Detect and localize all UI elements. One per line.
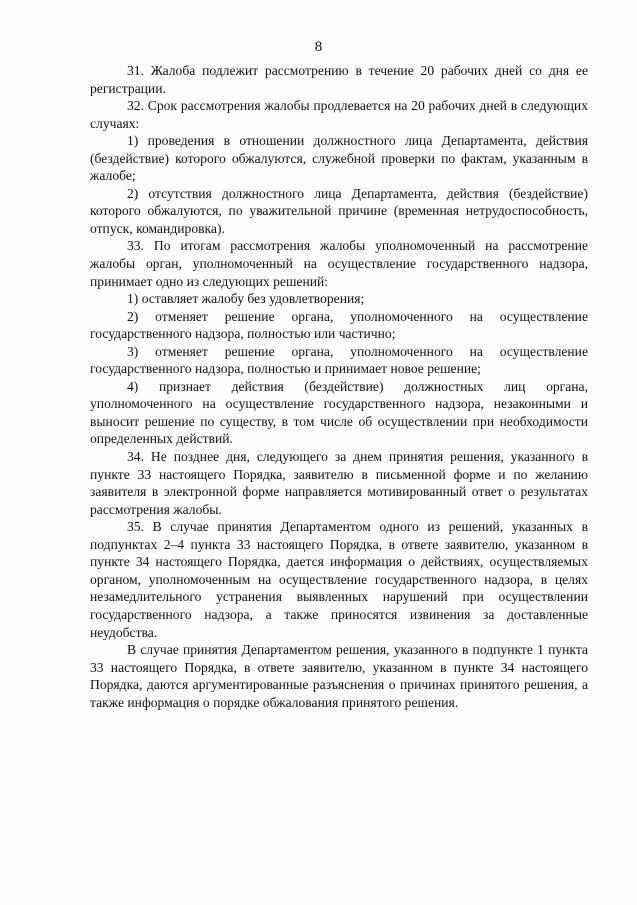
- paragraph-32-item-1: 1) проведения в отношении должностного лица Департамента, действия (бездействие) которого обжалуются, служебной проверки по фактам, указанным в жалобе;: [90, 133, 588, 184]
- paragraph-33-item-1: 1) оставляет жалобу без удовлетворения;: [127, 291, 365, 307]
- paragraph-32: 32. Срок рассмотрения жалобы продлевается на 20 рабочих дней в следующих случаях:: [90, 98, 588, 131]
- paragraph-33-item-4: 4) признает действия (бездействие) должностных лиц органа, уполномоченного на осуществление государственного надзора, незаконными и выносит решение по существу, в том числе об осуществлении при необходимости определенных действий.: [90, 378, 588, 447]
- paragraph-33-item-2: 2) отменяет решение органа, уполномоченного на осуществление государственного надзора, полностью или частично;: [90, 308, 588, 342]
- paragraph-31: 31. Жалоба подлежит рассмотрению в течение 20 рабочих дней со дня ее регистрации.: [90, 63, 588, 96]
- paragraph-35-continuation: В случае принятия Департаментом решения, указанного в подпункте 1 пункта 33 настоящего Порядка, в ответе заявителю, указанном в пункте 34 настоящего Порядка, даются аргументированные разъяснения о причинах принятого решения, а также информация о порядке обжалования принятого решения.: [90, 642, 588, 710]
- page-number: 8: [314, 39, 323, 55]
- paragraph-33-item-3: 3) отменяет решение органа, уполномоченного на осуществление государственного надзора, полностью и принимает новое решение;: [90, 343, 588, 377]
- paragraph-32-item-2: 2) отсутствия должностного лица Департамента, действия (бездействие) которого обжалуются, по уважительной причине (временная нетрудоспособность, отпуск, командировка).: [90, 185, 588, 236]
- paragraph-33: 33. По итогам рассмотрения жалобы уполномоченный на рассмотрение жалобы орган, уполномоченный на осуществление государственного надзора, принимает одно из следующих решений:: [90, 238, 588, 289]
- document-body: [90, 62, 588, 711]
- paragraph-35: 35. В случае принятия Департаментом одного из решений, указанных в подпунктах 2–4 пункта 33 настоящего Порядка, в ответе заявителю, указанном в пункте 34 настоящего Порядка, дается информация о действиях, осуществляемых органом, уполномоченным на осуществление государственного надзора, в целях незамедлительного устранения выявленных нарушений при осуществлении государственного надзора, а также приносятся извинения за доставленные неудобства.: [90, 519, 588, 640]
- paragraph-34: 34. Не позднее дня, следующего за днем принятия решения, указанного в пункте 33 настоящего Порядка, заявителю в письменной форме и по желанию заявителя в электронной форме направляется мотивированный ответ о результатах рассмотрения жалобы.: [90, 449, 588, 517]
